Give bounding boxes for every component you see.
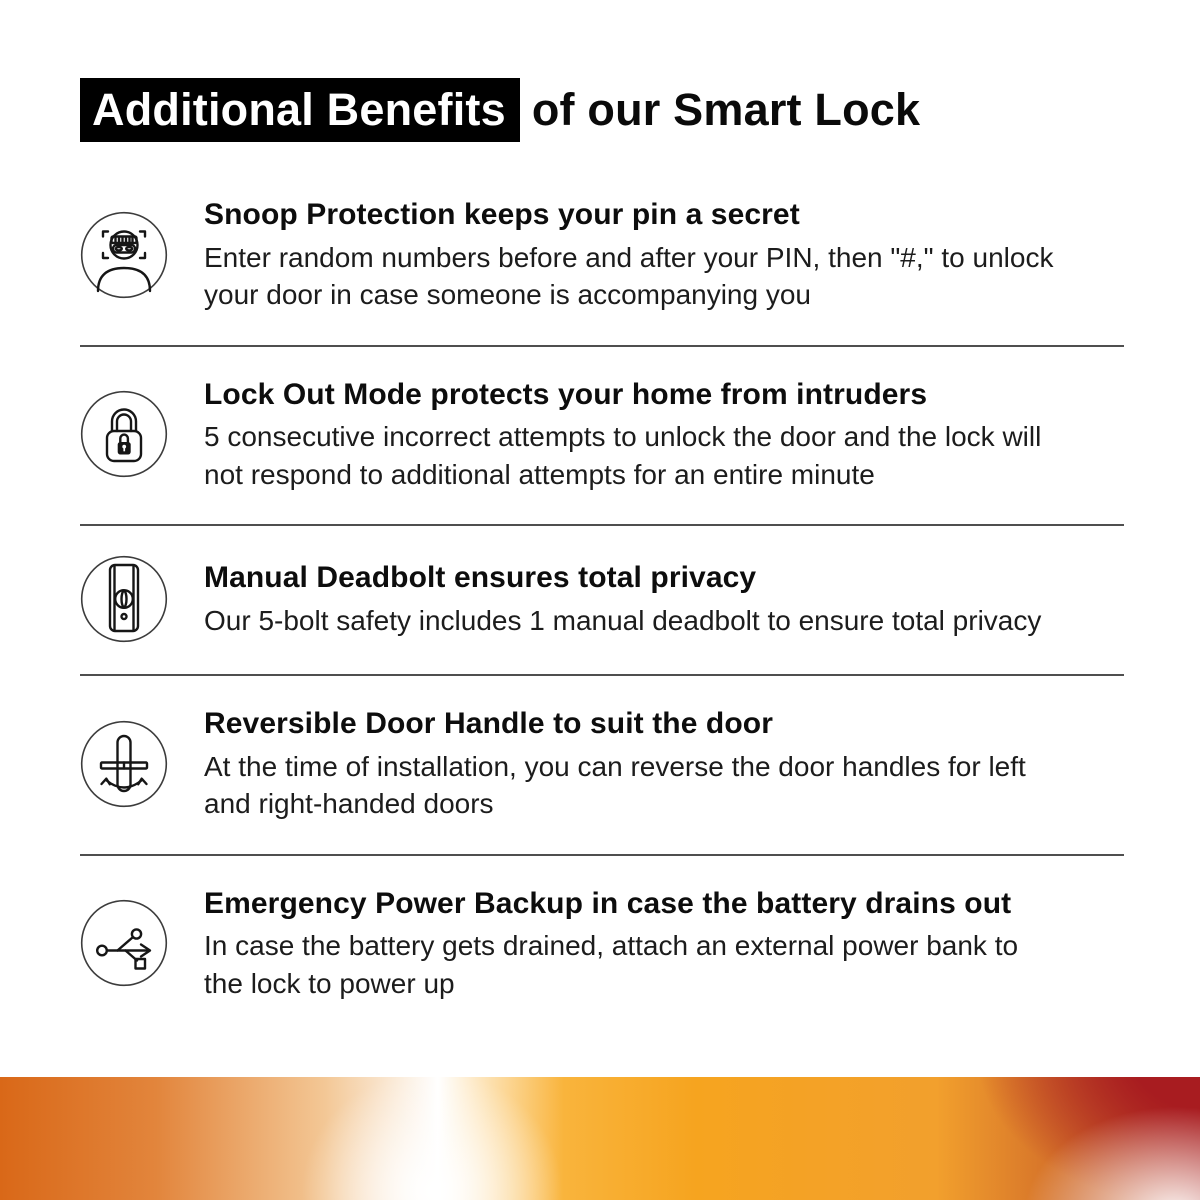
section-heading: Emergency Power Backup in case the battery drains out (204, 886, 1012, 920)
section-text (204, 559, 1041, 639)
manual-deadbolt-icon (80, 555, 168, 643)
section-heading: Manual Deadbolt ensures total privacy (204, 561, 757, 595)
section-text (204, 705, 1054, 823)
section-body: Our 5-bolt safety includes 1 manual deadbolt to ensure total privacy (204, 604, 1042, 636)
section-body: At the time of installation, you can reverse the door handles for left and right-handed doors (204, 750, 1026, 820)
section-heading: Lock Out Mode protects your home from intruders (204, 377, 928, 411)
benefit-section-reversible-handle (80, 676, 1140, 854)
section-text (204, 376, 1054, 494)
section-body: 5 consecutive incorrect attempts to unlock the door and the lock will not respond to additional attempts for an entire minute (204, 421, 1042, 490)
section-text (204, 885, 1054, 1003)
bottom-gradient-banner (0, 1077, 1200, 1200)
reversible-handle-icon (80, 720, 168, 808)
usb-power-backup-icon (80, 899, 168, 987)
benefit-section-manual-deadbolt (80, 526, 1140, 674)
benefit-section-power-backup (80, 856, 1140, 1034)
section-text (204, 196, 1054, 314)
section-body: Enter random numbers before and after your PIN, then "#," to unlock your door in case someone is accompanying you (204, 241, 1054, 311)
section-heading: Snoop Protection keeps your pin a secret (204, 198, 800, 231)
snoop-protection-icon (80, 211, 168, 299)
title-rest: of our Smart Lock (531, 84, 921, 135)
benefit-section-lock-out-mode (80, 347, 1140, 525)
section-body: In case the battery gets drained, attach an external power bank to the lock to power up (204, 930, 1019, 999)
section-heading: Reversible Door Handle to suit the door (204, 707, 773, 741)
title-highlight: Additional Benefits (80, 78, 520, 142)
lockout-padlock-icon (80, 390, 168, 478)
benefit-section-snoop-protection (80, 196, 1140, 345)
page-title (80, 78, 1140, 142)
